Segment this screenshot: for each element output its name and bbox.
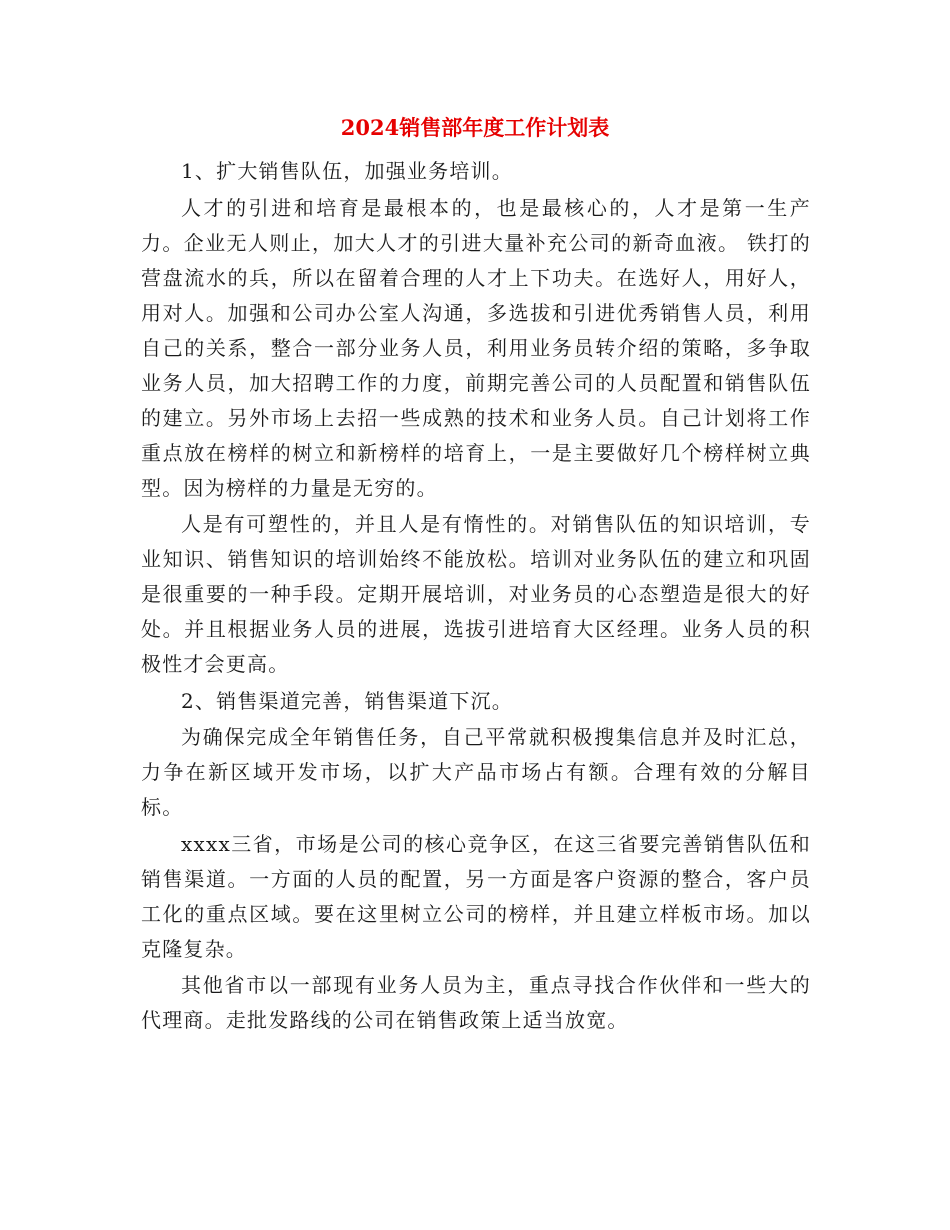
paragraph-other-regions: 其他省市以一部现有业务人员为主，重点寻找合作伙伴和一些大的代理商。走批发路线的公司在销售政策上适当放宽。 (141, 973, 811, 1032)
document-body (141, 154, 811, 1040)
paragraph-core-region: xxxx三省，市场是公司的核心竞争区，在这三省要完善销售队伍和销售渠道。一方面的人员的配置，另一方面是客户资源的整合，客户员工化的重点区域。要在这里树立公司的榜样，并且建立样板市场。加以克隆复杂。 (141, 831, 811, 961)
paragraph-talent: 人才的引进和培育是最根本的，也是最核心的，人才是第一生产力。企业无人则止，加大人才的引进大量补充公司的新奇血液。 铁打的营盘流水的兵，所以在留着合理的人才上下功夫。在选好人，用好人，用对人。加强和公司办公室人沟通，多选拔和引进优秀销售人员，利用自己的关系，整合一部分业务人员，利用业务员转介绍的策略，多争取业务人员，加大招聘工作的力度，前期完善公司的人员配置和销售队伍的建立。另外市场上去招一些成熟的技术和业务人员。自己计划将工作重点放在榜样的树立和新榜样的培育上，一是主要做好几个榜样树立典型。因为榜样的力量是无穷的。 (141, 195, 811, 500)
paragraph-sales-tasks: 为确保完成全年销售任务，自己平常就积极搜集信息并及时汇总，力争在新区域开发市场，以扩大产品市场占有额。合理有效的分解目标。 (141, 725, 811, 819)
section-heading-1: 1、扩大销售队伍，加强业务培训。 (181, 159, 513, 183)
document-title: 2024销售部年度工作计划表 (340, 115, 610, 140)
section-heading-2: 2、销售渠道完善，销售渠道下沉。 (181, 688, 513, 713)
paragraph-training: 人是有可塑性的，并且人是有惰性的。对销售队伍的知识培训，专业知识、销售知识的培训始终不能放松。培训对业务队伍的建立和巩固是很重要的一种手段。定期开展培训，对业务员的心态塑造是很大的好处。并且根据业务人员的进展，选拔引进培育大区经理。业务人员的积极性才会更高。 (141, 512, 811, 676)
